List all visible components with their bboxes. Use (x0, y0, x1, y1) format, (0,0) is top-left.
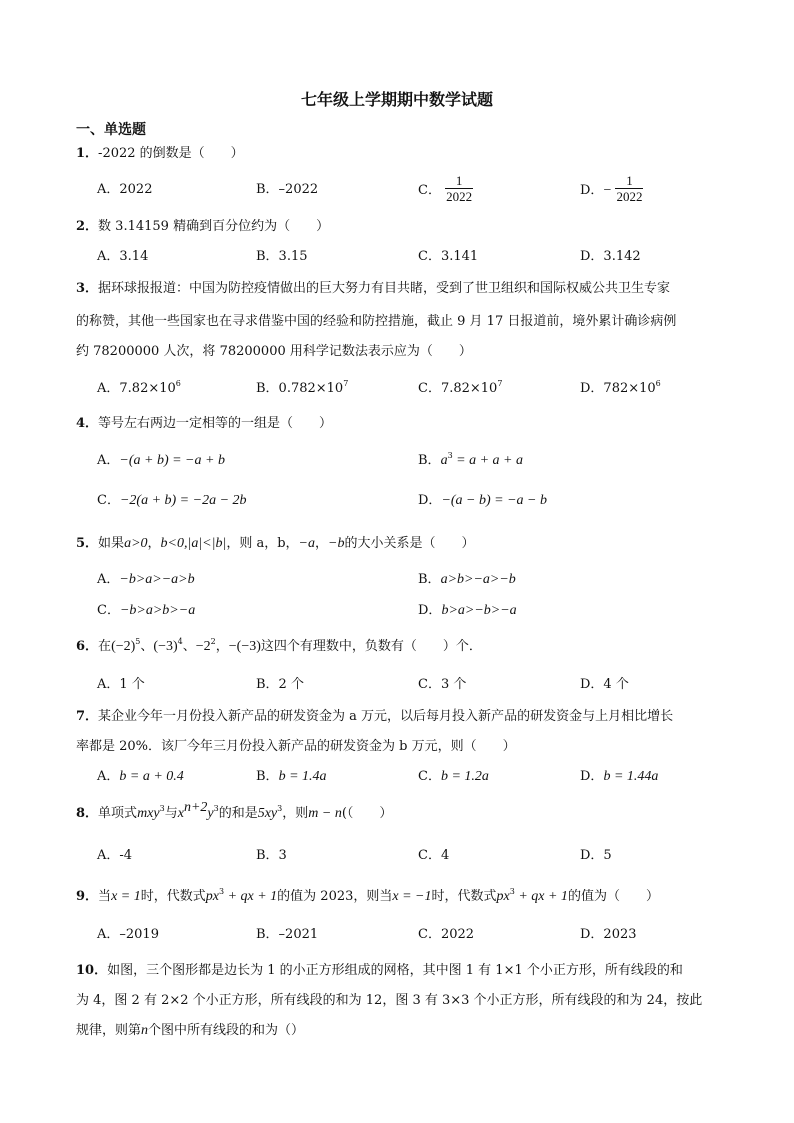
option-c (418, 380, 502, 398)
question-text: ，则 (282, 806, 309, 821)
math-expression: m − n (308, 806, 342, 821)
question-3 (76, 280, 670, 298)
math-expression: −b>a>b>−a (119, 603, 196, 618)
math-expression: b = 1.4a (278, 769, 327, 784)
question-text: 的值为 2023，则当 (277, 889, 393, 904)
option-label: D． (418, 603, 442, 618)
question-number: 9． (76, 889, 99, 904)
option-c (97, 492, 247, 510)
option-a (97, 380, 181, 398)
question-text: 的值为（ ） (567, 889, 659, 904)
option-label: A． (97, 769, 120, 784)
option-label: B． (418, 572, 441, 587)
exponent: 2 (210, 637, 216, 646)
option-b: B．3.15 (256, 249, 308, 264)
math-expression: (−2) (111, 639, 136, 654)
question-text: 规律，则第 (76, 1023, 142, 1038)
question-text: -2022 的倒数是（ ） (98, 146, 244, 161)
exponent: 4 (177, 637, 183, 646)
option-b (418, 452, 523, 470)
question-text-line: 率都是 20%．该厂今年三月份投入新产品的研发资金为 b 万元，则（ ） (76, 739, 516, 754)
question-6 (76, 638, 482, 656)
math-expression: −b (328, 536, 345, 551)
exponent: 3 (218, 887, 225, 896)
page-title: 七年级上学期期中数学试题 (300, 90, 493, 109)
question-text: 时，代数式 (140, 889, 206, 904)
question-4 (76, 415, 332, 433)
exponent: 3 (277, 804, 283, 813)
option-d: D．5 (580, 848, 612, 863)
question-9 (76, 888, 659, 906)
option-label: D． (418, 493, 442, 508)
math-expression: a (440, 453, 448, 468)
question-text: 的大小关系是（ ） (344, 536, 475, 551)
math-expression: + qx + 1 (514, 889, 568, 904)
option-a: A．2022 (97, 182, 153, 197)
option-c: C．2022 (418, 927, 475, 942)
option-text: A．7.82×10 (97, 381, 176, 396)
option-b (418, 571, 516, 589)
exponent: 3 (509, 887, 515, 896)
math-expression: 5xy (257, 806, 278, 821)
question-10 (76, 962, 683, 980)
math-expression: −(a − b) = −a − b (441, 493, 547, 508)
option-a: A．3.14 (97, 249, 149, 264)
option-a (97, 768, 184, 786)
question-number: 4． (76, 416, 99, 431)
option-b (256, 768, 327, 786)
option-c (418, 768, 489, 786)
option-d (580, 768, 658, 786)
math-expression: −2(a + b) = −2a − 2b (119, 493, 247, 508)
question-text: 如果 (98, 536, 125, 551)
question-number: 3． (76, 281, 99, 296)
option-a: A．–2019 (97, 927, 159, 942)
question-5 (76, 535, 474, 553)
question-text: 时，代数式 (431, 889, 497, 904)
exponent: 7 (343, 379, 349, 388)
question-2 (76, 218, 329, 236)
question-number: 2． (76, 219, 99, 234)
exponent: 3 (447, 451, 453, 460)
option-b: B．3 (256, 848, 287, 863)
question-text: 数 3.14159 精确到百分位约为（ ） (98, 219, 330, 234)
option-c: C．3.141 (418, 249, 479, 264)
math-expression: b>a>−b>−a (441, 603, 517, 618)
option-d (418, 492, 547, 510)
math-expression: = a + a + a (452, 453, 523, 468)
question-1 (76, 145, 244, 163)
math-expression: y (207, 806, 214, 821)
math-expression: n (141, 1023, 149, 1038)
question-text: 单项式 (98, 806, 138, 821)
option-d: D．2023 (580, 927, 637, 942)
option-label: C． (418, 769, 441, 784)
question-text: (（ ） (341, 806, 393, 821)
question-text-line: 的称赞，其他一些国家也在寻求借鉴中国的经验和防控措施，截止 9 月 17 日报道前，境外累计确诊病例 (76, 314, 677, 329)
math-expression: mxy (137, 806, 160, 821)
option-text: B．0.782×10 (256, 381, 344, 396)
option-a: A．-4 (97, 848, 133, 863)
option-d: D．3.142 (580, 249, 641, 264)
math-expression: b = 1.44a (603, 769, 659, 784)
question-number: 5． (76, 536, 99, 551)
exponent: 6 (175, 379, 181, 388)
math-expression: b = 1.2a (440, 769, 489, 784)
math-expression: px (496, 889, 510, 904)
option-c (97, 602, 195, 620)
option-b (256, 380, 348, 398)
option-text: C．7.82×10 (418, 381, 498, 396)
question-text: 当 (98, 889, 112, 904)
question-text: ， (215, 639, 229, 654)
math-expression: −2 (195, 639, 211, 654)
option-b: B．–2022 (256, 182, 319, 197)
math-expression: b = a + 0.4 (119, 769, 184, 784)
exponent: 5 (135, 637, 141, 646)
math-expression: x = −1 (392, 889, 432, 904)
option-b: B．2 个 (256, 677, 304, 692)
fraction (615, 173, 643, 204)
question-text: 的和是 (218, 806, 258, 821)
math-expression: −(a + b) = −a + b (119, 453, 225, 468)
math-expression: b<0,|a|<|b| (160, 536, 227, 551)
option-c: C．4 (418, 848, 450, 863)
fraction (445, 173, 473, 204)
question-number: 7． (76, 709, 99, 724)
question-number: 6． (76, 639, 99, 654)
option-a: A．1 个 (97, 677, 145, 692)
fraction-numerator: 1 (626, 173, 633, 188)
math-expression: −b>a>−a>b (119, 572, 195, 587)
question-number: 1． (76, 146, 99, 161)
question-text: ， (315, 536, 329, 551)
option-d (580, 173, 643, 204)
question-text: 在 (98, 639, 112, 654)
question-text-line: 如图，三个图形都是边长为 1 的小正方形组成的网格，其中图 1 有 1×1 个小正方形，所有线段的和 (107, 963, 683, 978)
option-label: B． (418, 453, 441, 468)
exponent: 7 (497, 379, 503, 388)
option-label: C． (97, 493, 120, 508)
math-expression: + qx + 1 (224, 889, 278, 904)
math-expression: −(−3) (228, 639, 261, 654)
question-number: 8． (76, 806, 99, 821)
question-8 (76, 800, 393, 823)
option-a (97, 452, 225, 470)
option-label: C． (418, 183, 441, 198)
option-c: C．3 个 (418, 677, 467, 692)
question-text-line: 据环球报报道：中国为防控疫情做出的巨大努力有目共睹，受到了世卫组织和国际权威公共卫生专家 (98, 281, 671, 296)
question-text: 这四个有理数中，负数有（ ）个． (260, 639, 482, 654)
exponent: 3 (159, 804, 165, 813)
minus-sign: − (603, 183, 612, 198)
option-label: A． (97, 572, 120, 587)
exponent: n+2 (183, 800, 208, 815)
math-expression: (−3) (153, 639, 178, 654)
option-label: C． (97, 603, 120, 618)
option-label: D． (580, 183, 604, 198)
math-expression: −a (298, 536, 315, 551)
math-expression: x (177, 806, 184, 821)
option-label: B． (256, 769, 279, 784)
fraction-denominator: 2022 (616, 189, 643, 204)
option-label: A． (97, 453, 120, 468)
question-7 (76, 708, 673, 726)
question-text: 等号左右两边一定相等的一组是（ ） (98, 416, 333, 431)
question-text: 、 (140, 639, 154, 654)
question-text: 个图中所有线段的和为（） (148, 1023, 305, 1038)
question-text: ， (147, 536, 161, 551)
option-a (97, 571, 195, 589)
question-text: 、 (182, 639, 196, 654)
math-expression: a>0 (124, 536, 148, 551)
option-text: D．782×10 (580, 381, 656, 396)
question-text: 与 (164, 806, 178, 821)
question-text: ，则 a，b， (226, 536, 299, 551)
question-text-line: 为 4，图 2 有 2×2 个小正方形，所有线段的和为 12，图 3 有 3×3 个小正方形，所有线段的和为 24，按此 (76, 993, 703, 1008)
fraction-denominator: 2022 (446, 189, 473, 204)
option-d (580, 380, 661, 398)
option-c (418, 173, 473, 204)
option-d: D．4 个 (580, 677, 629, 692)
question-text-line (76, 1022, 304, 1040)
question-text-line: 某企业今年一月份投入新产品的研发资金为 a 万元，以后每月投入新产品的研发资金与上月相比增长 (98, 709, 674, 724)
option-b: B．–2021 (256, 927, 319, 942)
question-number: 10． (76, 963, 108, 978)
exponent: 3 (213, 804, 219, 813)
fraction-numerator: 1 (455, 173, 463, 188)
question-text-line: 约 78200000 人次，将 78200000 用科学记数法表示应为（ ） (76, 344, 472, 359)
option-d (418, 602, 517, 620)
section-heading: 一、单选题 (76, 122, 146, 138)
math-expression: px (205, 889, 219, 904)
math-expression: x = 1 (111, 889, 141, 904)
option-label: D． (580, 769, 604, 784)
math-expression: a>b>−a>−b (440, 572, 516, 587)
exponent: 6 (655, 379, 661, 388)
